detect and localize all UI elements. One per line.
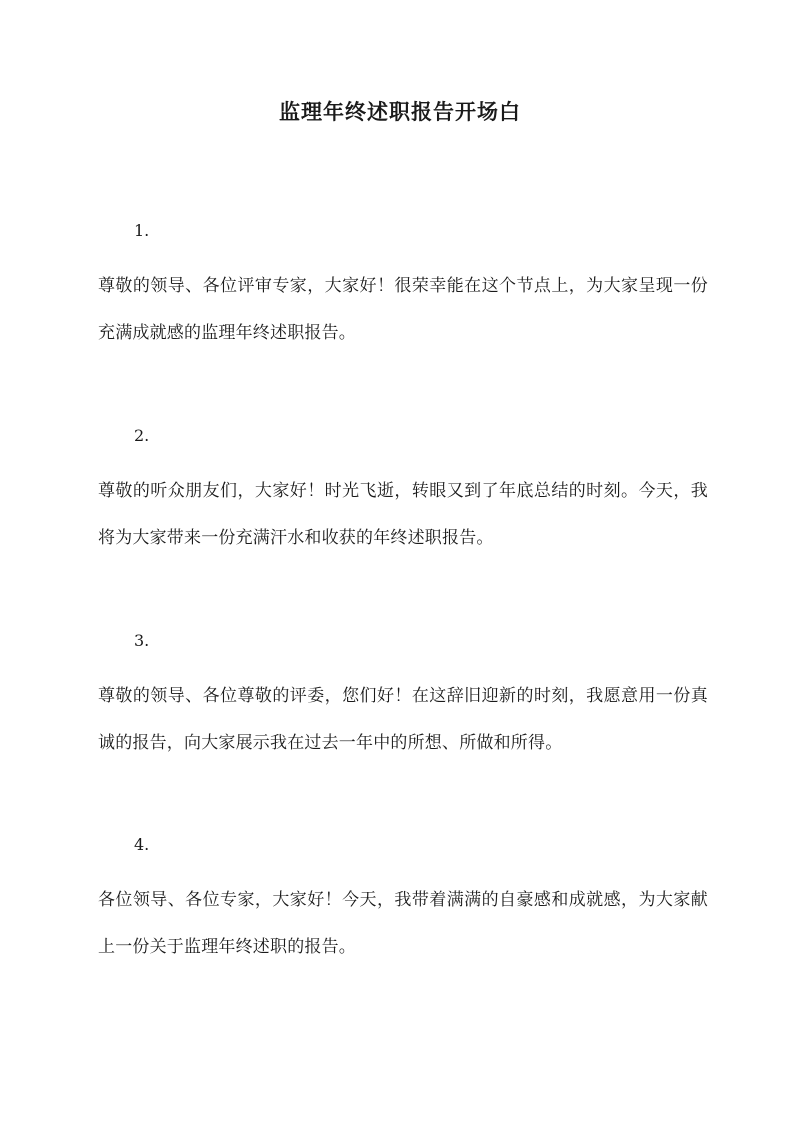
section-number: 1. [134,221,150,240]
section-paragraph: 尊敬的领导、各位评审专家，大家好！很荣幸能在这个节点上，为大家呈现一份充满成就感的监理年终述职报告。 [98,276,708,343]
section-1 [98,219,708,357]
section-number: 2. [134,426,150,445]
section-paragraph: 尊敬的领导、各位尊敬的评委，您们好！在这辞旧迎新的时刻，我愿意用一份真诚的报告，向大家展示我在过去一年中的所想、所做和所得。 [98,686,708,753]
section-number: 3. [134,631,150,650]
section-2 [98,424,708,562]
section-number: 4. [134,835,150,854]
section-4 [98,833,708,971]
section-paragraph: 各位领导、各位专家，大家好！今天，我带着满满的自豪感和成就感，为大家献上一份关于监理年终述职的报告。 [98,890,708,957]
document-title: 监理年终述职报告开场白 [279,99,521,124]
section-3 [98,629,708,767]
section-paragraph: 尊敬的听众朋友们，大家好！时光飞逝，转眼又到了年底总结的时刻。今天，我将为大家带来一份充满汗水和收获的年终述职报告。 [98,481,708,548]
